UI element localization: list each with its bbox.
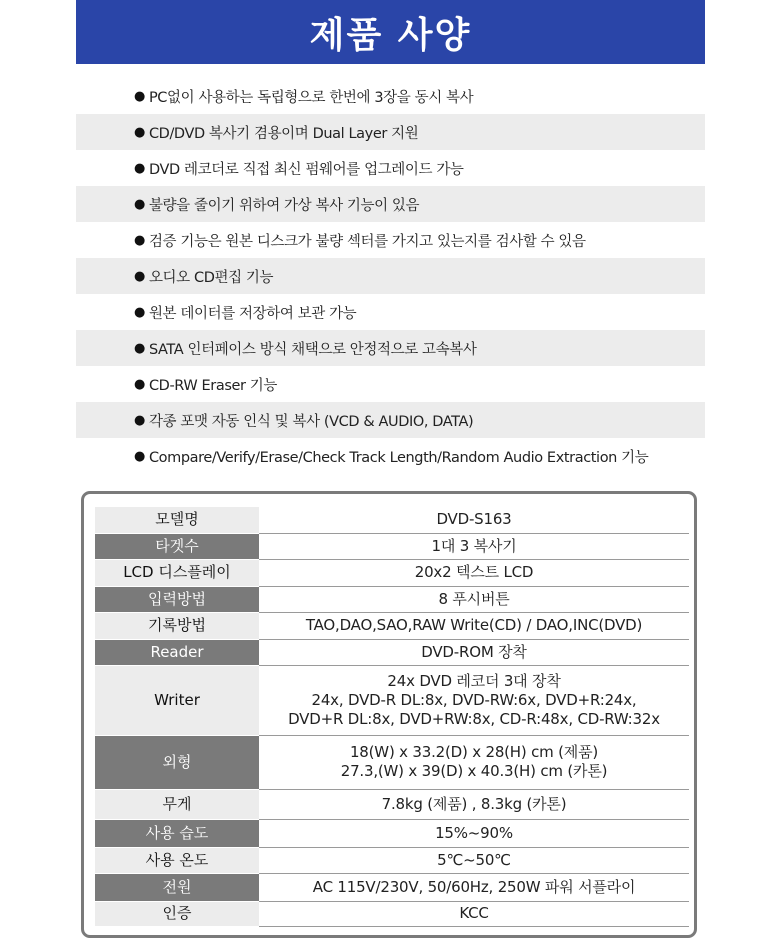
bullet-icon: ●	[134, 88, 145, 104]
feature-text: SATA 인터페이스 방식 채택으로 안정적으로 고속복사	[148, 341, 477, 358]
feature-item	[76, 258, 705, 294]
spec-label: 기록방법	[95, 612, 259, 639]
spec-label: 전원	[95, 873, 259, 901]
spec-value	[259, 639, 689, 665]
title-banner	[76, 0, 705, 64]
feature-item	[76, 330, 705, 366]
spec-row-input	[95, 586, 689, 612]
spec-label: 사용 온도	[95, 847, 259, 873]
feature-item	[76, 150, 705, 186]
bullet-icon: ●	[134, 340, 145, 356]
spec-value-line: TAO,DAO,SAO,RAW Write(CD) / DAO,INC(DVD)	[305, 616, 643, 634]
feature-item	[76, 222, 705, 258]
feature-text: 검증 기능은 원본 디스크가 불량 섹터를 가지고 있는지를 검사할 수 있음	[148, 233, 586, 250]
bullet-icon: ●	[134, 268, 145, 284]
spec-value	[259, 586, 689, 612]
feature-text: 불량을 줄이기 위하여 가상 복사 기능이 있음	[148, 197, 420, 214]
feature-text: DVD 레코더로 직접 최신 펌웨어를 업그레이드 가능	[148, 161, 464, 178]
spec-row-temperature	[95, 847, 689, 873]
spec-value-line: 24x DVD 레코더 3대 장착	[387, 671, 561, 690]
spec-value-line: 8 푸시버튼	[438, 589, 510, 608]
spec-value-line: 27.3,(W) x 39(D) x 40.3(H) cm (카톤)	[340, 762, 608, 780]
feature-item	[76, 438, 705, 474]
spec-value	[259, 901, 689, 926]
spec-value-line: 1대 3 복사기	[431, 536, 517, 555]
spec-value-line: 7.8kg (제품) , 8.3kg (카톤)	[381, 794, 567, 813]
bullet-icon: ●	[134, 196, 145, 212]
spec-label: 인증	[95, 901, 259, 926]
spec-row-targets	[95, 533, 689, 559]
spec-value	[259, 612, 689, 639]
spec-value	[259, 789, 689, 819]
page-title: 제품 사양	[309, 14, 472, 56]
spec-row-humidity	[95, 819, 689, 847]
bullet-icon: ●	[134, 232, 145, 248]
spec-row-dimensions	[95, 735, 689, 789]
spec-value-line: DVD-ROM 장착	[421, 642, 527, 661]
spec-label: 모델명	[95, 507, 259, 533]
feature-text: CD/DVD 복사기 겸용이며 Dual Layer 지원	[148, 125, 419, 142]
bullet-icon: ●	[134, 160, 145, 176]
spec-row-weight	[95, 789, 689, 819]
feature-text: Compare/Verify/Erase/Check Track Length/Random Audio Extraction 기능	[148, 449, 649, 466]
spec-value-line: AC 115V/230V, 50/60Hz, 250W 파워 서플라이	[312, 877, 636, 896]
spec-row-write-method	[95, 612, 689, 639]
spec-label: 무게	[95, 789, 259, 819]
spec-row-reader	[95, 639, 689, 665]
feature-text: 각종 포맷 자동 인식 및 복사 (VCD & AUDIO, DATA)	[148, 413, 474, 430]
spec-value-line: 5℃~50℃	[437, 850, 511, 869]
spec-value	[259, 847, 689, 873]
spec-label: LCD 디스플레이	[95, 559, 259, 586]
spec-value	[259, 559, 689, 586]
spec-value-line: DVD-S163	[436, 510, 512, 529]
spec-value-line: 18(W) x 33.2(D) x 28(H) cm (제품)	[349, 743, 599, 761]
feature-item	[76, 114, 705, 150]
spec-value	[259, 873, 689, 901]
spec-row-writer	[95, 665, 689, 735]
feature-item	[76, 186, 705, 222]
spec-label: Reader	[95, 639, 259, 665]
feature-text: 원본 데이터를 저장하여 보관 가능	[148, 305, 357, 322]
spec-row-power	[95, 873, 689, 901]
feature-text: 오디오 CD편집 기능	[148, 269, 274, 286]
bullet-icon: ●	[134, 304, 145, 320]
bullet-icon: ●	[134, 376, 145, 392]
spec-label: 사용 습도	[95, 819, 259, 847]
spec-value-line: KCC	[459, 904, 489, 922]
spec-table-frame	[81, 491, 697, 938]
spec-table	[95, 507, 689, 927]
spec-row-lcd	[95, 559, 689, 586]
bullet-icon: ●	[134, 448, 145, 464]
bullet-icon: ●	[134, 124, 145, 140]
spec-value-line: 24x, DVD-R DL:8x, DVD-RW:6x, DVD+R:24x,	[311, 690, 637, 709]
spec-value	[259, 735, 689, 789]
spec-label: 입력방법	[95, 586, 259, 612]
feature-item	[76, 78, 705, 114]
spec-row-model	[95, 507, 689, 533]
feature-list	[76, 78, 705, 474]
spec-label: Writer	[95, 665, 259, 735]
spec-value	[259, 819, 689, 847]
spec-value	[259, 507, 689, 533]
spec-value-line: DVD+R DL:8x, DVD+RW:8x, CD-R:48x, CD-RW:32x	[288, 709, 660, 728]
bullet-icon: ●	[134, 412, 145, 428]
spec-label: 외형	[95, 735, 259, 789]
feature-text: CD-RW Eraser 기능	[148, 377, 277, 394]
feature-item	[76, 294, 705, 330]
spec-value	[259, 665, 689, 735]
feature-text: PC없이 사용하는 독립형으로 한번에 3장을 동시 복사	[148, 89, 474, 106]
spec-row-certification	[95, 901, 689, 926]
feature-item	[76, 366, 705, 402]
spec-value	[259, 533, 689, 559]
feature-item	[76, 402, 705, 438]
spec-label: 타겟수	[95, 533, 259, 559]
spec-value-line: 20x2 텍스트 LCD	[414, 563, 534, 581]
spec-value-line: 15%~90%	[435, 823, 513, 842]
